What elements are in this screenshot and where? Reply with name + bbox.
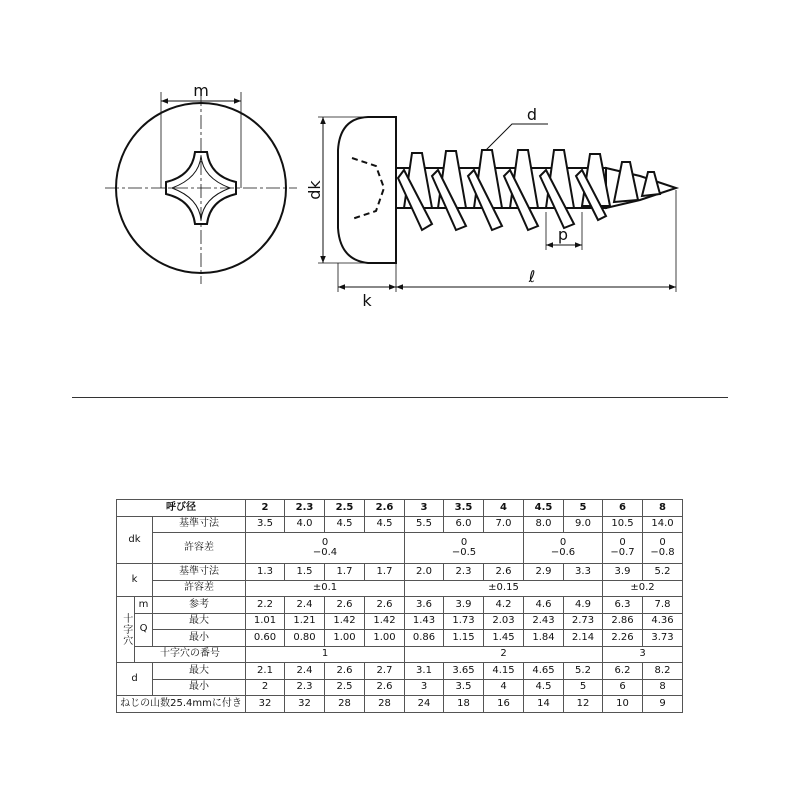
tolerance-cell [524,533,603,564]
tolerance-lower: −0.4 [312,547,338,558]
size-cell: 2 [246,500,285,517]
value-cell: 8.0 [524,516,564,533]
row-q-max [117,613,683,630]
value-cell: 3 [405,679,444,696]
row-threads [117,696,683,713]
value-cell: 32 [246,696,285,713]
tolerance-cell: ±0.2 [603,580,683,597]
value-cell: 6 [603,679,643,696]
size-cell: 2.6 [365,500,405,517]
tolerance-lower: −0.6 [550,547,576,558]
value-cell: 7.8 [643,597,683,614]
screw-threads [398,150,660,230]
value-cell: 10.5 [603,516,643,533]
value-cell: 2.6 [325,597,365,614]
value-cell: 1.7 [365,564,405,581]
row-d-min [117,679,683,696]
value-cell: 1.21 [285,613,325,630]
value-cell: 4.5 [325,516,365,533]
dimension-d [486,105,548,150]
value-cell: 32 [285,696,325,713]
value-cell: 3.6 [405,597,444,614]
tolerance-cell [643,533,683,564]
value-cell: 6.3 [603,597,643,614]
value-cell: 1.42 [325,613,365,630]
header-label: 呼び径 [117,500,246,517]
tolerance-upper: 0 [460,536,468,548]
value-cell: 28 [365,696,405,713]
label-m: m [193,81,209,100]
tolerance-lower: −0.8 [650,547,675,558]
value-cell: 3.5 [246,516,285,533]
row-k-basic [117,564,683,581]
value-cell: 9 [643,696,683,713]
value-cell: 3.3 [564,564,603,581]
value-cell: 2.6 [365,679,405,696]
value-cell: 4.65 [524,663,564,680]
value-cell: 3.5 [444,679,484,696]
label-length: ℓ [528,267,536,286]
row-m-reference [117,597,683,614]
value-cell: 5.5 [405,516,444,533]
sublabel-tolerance: 許容差 [153,533,246,564]
value-cell: 24 [405,696,444,713]
size-cell: 2.5 [325,500,365,517]
value-cell: 2 [405,646,603,663]
value-cell: 2.0 [405,564,444,581]
label-dk: dk [305,180,324,200]
value-cell: 3 [603,646,683,663]
value-cell: 3.1 [405,663,444,680]
label-d: d [526,105,538,124]
value-cell: 6.2 [603,663,643,680]
value-cell: 4.15 [484,663,524,680]
group-k: k [117,564,153,597]
tolerance-cell [246,533,405,564]
value-cell: 10 [603,696,643,713]
tolerance-cell [603,533,643,564]
value-cell: 12 [564,696,603,713]
value-cell: 28 [325,696,365,713]
size-cell: 4 [484,500,524,517]
value-cell: 1 [246,646,405,663]
value-cell: 2.4 [285,597,325,614]
value-cell: 18 [444,696,484,713]
size-cell: 3.5 [444,500,484,517]
sublabel-max: 最大 [153,663,246,680]
value-cell: 4 [484,679,524,696]
value-cell: 1.00 [365,630,405,647]
value-cell: 3.65 [444,663,484,680]
value-cell: 2.1 [246,663,285,680]
value-cell: 2.03 [484,613,524,630]
value-cell: 1.01 [246,613,285,630]
value-cell: 2.6 [365,597,405,614]
pan-head [338,117,396,263]
value-cell: 1.3 [246,564,285,581]
value-cell: 4.5 [365,516,405,533]
value-cell: 2.43 [524,613,564,630]
value-cell: 2 [246,679,285,696]
value-cell: 0.86 [405,630,444,647]
tolerance-lower: −0.5 [451,547,477,558]
label-p: p [557,225,569,244]
value-cell: 1.7 [325,564,365,581]
group-cross-recess: 十字穴 [117,597,135,663]
tolerance-cell [405,533,524,564]
value-cell: 0.80 [285,630,325,647]
sublabel-min: 最小 [153,630,246,647]
head-top-view [105,92,297,284]
row-nominal-size [117,500,683,517]
value-cell: 2.6 [325,663,365,680]
tolerance-upper: 0 [659,536,666,548]
value-cell: 2.26 [603,630,643,647]
sublabel-basic: 基準寸法 [153,564,246,581]
size-cell: 5 [564,500,603,517]
value-cell: 14 [524,696,564,713]
value-cell: 2.73 [564,613,603,630]
value-cell: 9.0 [564,516,603,533]
value-cell: 5.2 [643,564,683,581]
dimension-spec-table [116,499,683,713]
size-cell: 8 [643,500,683,517]
value-cell: 16 [484,696,524,713]
value-cell: 2.86 [603,613,643,630]
value-cell: 3.9 [444,597,484,614]
value-cell: 8.2 [643,663,683,680]
sublabel-threads: ねじの山数25.4mmに付き [117,696,246,713]
value-cell: 4.36 [643,613,683,630]
sublabel-reference: 参考 [153,597,246,614]
sublabel-basic: 基準寸法 [153,516,246,533]
value-cell: 6.0 [444,516,484,533]
value-cell: 2.4 [285,663,325,680]
row-cross-number [117,646,683,663]
value-cell: 4.0 [285,516,325,533]
sublabel-tolerance: 許容差 [153,580,246,597]
value-cell: 2.6 [484,564,524,581]
tolerance-upper: 0 [619,536,626,548]
value-cell: 5 [564,679,603,696]
size-cell: 4.5 [524,500,564,517]
value-cell: 1.5 [285,564,325,581]
dimension-k [338,263,396,310]
row-q-min [117,630,683,647]
row-dk-basic [117,516,683,533]
screw-side-view [338,117,676,263]
group-q: Q [135,613,153,646]
value-cell: 4.9 [564,597,603,614]
row-k-tolerance [117,580,683,597]
label-k: k [362,291,372,310]
value-cell: 1.84 [524,630,564,647]
size-cell: 6 [603,500,643,517]
value-cell: 2.14 [564,630,603,647]
value-cell: 2.9 [524,564,564,581]
sublabel-cross-no: 十字穴の番号 [135,646,246,663]
value-cell: 1.15 [444,630,484,647]
row-dk-tolerance [117,533,683,564]
value-cell: 8 [643,679,683,696]
value-cell: 4.6 [524,597,564,614]
tolerance-cell: ±0.15 [405,580,603,597]
tolerance-cell: ±0.1 [246,580,405,597]
dimension-m [161,81,241,101]
group-m: m [135,597,153,614]
tolerance-upper: 0 [321,536,329,548]
value-cell: 2.2 [246,597,285,614]
value-cell: 14.0 [643,516,683,533]
value-cell: 1.00 [325,630,365,647]
value-cell: 0.60 [246,630,285,647]
tolerance-upper: 0 [559,536,567,548]
group-d: d [117,663,153,696]
value-cell: 1.45 [484,630,524,647]
value-cell: 1.73 [444,613,484,630]
value-cell: 3.73 [643,630,683,647]
value-cell: 1.43 [405,613,444,630]
value-cell: 4.2 [484,597,524,614]
sublabel-min: 最小 [153,679,246,696]
value-cell: 4.5 [524,679,564,696]
value-cell: 2.3 [444,564,484,581]
tolerance-lower: −0.7 [610,547,635,558]
size-cell: 3 [405,500,444,517]
row-d-max [117,663,683,680]
screw-technical-drawing [0,0,800,390]
value-cell: 5.2 [564,663,603,680]
section-divider [72,397,728,398]
value-cell: 2.7 [365,663,405,680]
value-cell: 1.42 [365,613,405,630]
size-cell: 2.3 [285,500,325,517]
value-cell: 7.0 [484,516,524,533]
value-cell: 3.9 [603,564,643,581]
value-cell: 2.5 [325,679,365,696]
group-dk: dk [117,516,153,564]
sublabel-max: 最大 [153,613,246,630]
value-cell: 2.3 [285,679,325,696]
